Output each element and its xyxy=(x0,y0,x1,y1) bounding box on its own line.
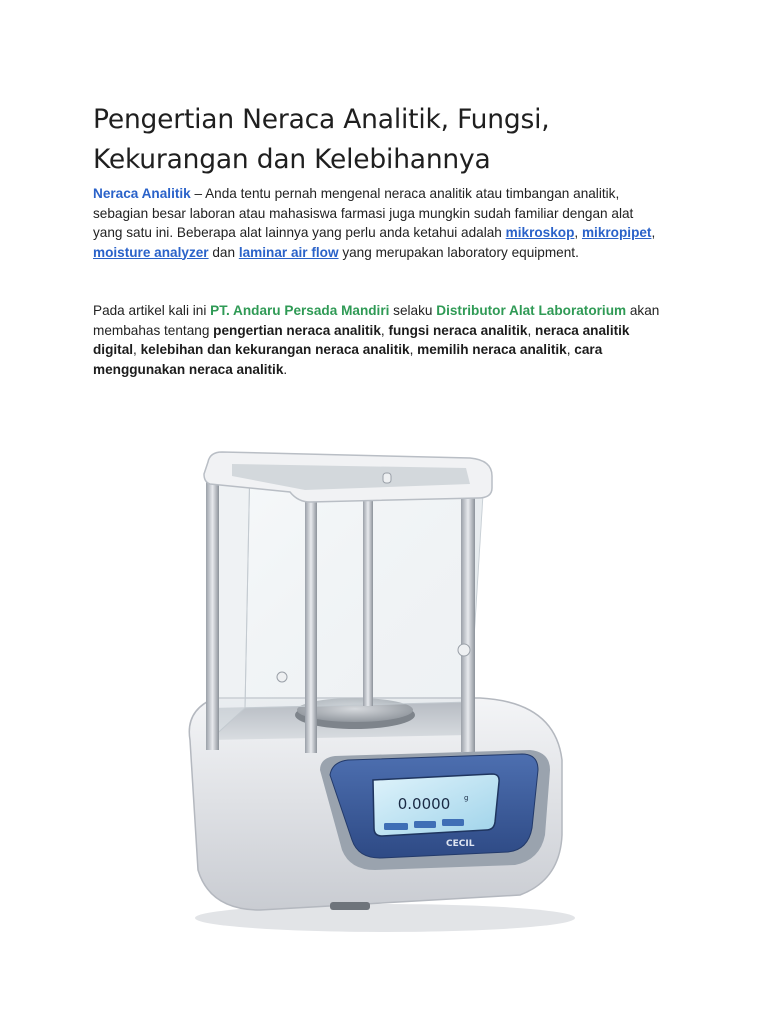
link-moisture-analyzer[interactable]: moisture analyzer xyxy=(93,244,209,260)
sep: , xyxy=(566,342,575,357)
sep: . xyxy=(283,361,288,377)
back-post xyxy=(363,466,373,706)
screen-button-right[interactable] xyxy=(442,819,464,826)
topic-fungsi: fungsi neraca analitik xyxy=(388,322,528,338)
door-knob-left xyxy=(277,672,287,682)
intro-text-end: yang merupakan laboratory equipment. xyxy=(338,244,579,260)
display-unit: g xyxy=(464,794,469,802)
title-line-2: Kekurangan dan Kelebihannya xyxy=(93,144,491,175)
overview-paragraph xyxy=(93,301,673,379)
screen-button-middle[interactable] xyxy=(414,821,436,828)
analytical-balance-illustration xyxy=(170,440,590,940)
sep: , xyxy=(133,342,141,357)
front-right-post xyxy=(461,492,475,752)
overview-text: Pada artikel kali ini xyxy=(93,303,211,318)
overview-text: selaku xyxy=(389,303,437,318)
article-title xyxy=(93,100,693,180)
intro-paragraph xyxy=(93,184,658,262)
topic-kelebihan-kekurangan: kelebihan dan kekurangan neraca analitik xyxy=(140,342,410,357)
brand-logo: CECIL xyxy=(446,839,475,849)
intro-text: – Anda tentu pernah mengenal neraca analitik atau timbangan analitik, sebagian besar laboran atau mahasiswa farmasi juga mungkin sudah familiar dengan alat yang satu ini. Beberapa alat lainnya yang perlu anda ketahui adalah xyxy=(93,186,634,240)
sep: , xyxy=(651,225,656,240)
title-line-1: Pengertian Neraca Analitik, Fungsi, xyxy=(93,104,550,135)
distributor-link[interactable]: Distributor Alat Laboratorium xyxy=(436,303,627,318)
sep: , xyxy=(574,225,582,240)
foot-front xyxy=(330,902,370,910)
door-knob-right xyxy=(458,644,470,656)
company-link[interactable]: PT. Andaru Persada Mandiri xyxy=(210,303,390,318)
topic-digital: neraca analitik digital xyxy=(93,322,630,357)
sep: , xyxy=(380,322,389,338)
sep: , xyxy=(527,322,536,338)
lead-term-link[interactable]: Neraca Analitik xyxy=(93,186,191,201)
topic-cara-menggunakan: cara menggunakan neraca analitik xyxy=(93,342,603,377)
front-middle-post xyxy=(305,498,317,753)
analytical-balance-image xyxy=(170,440,590,940)
sep: dan xyxy=(208,244,239,260)
link-laminar-air-flow[interactable]: laminar air flow xyxy=(238,244,339,260)
display-reading: 0.0000 xyxy=(397,795,451,813)
screen-button-left[interactable] xyxy=(384,823,408,830)
topic-pengertian: pengertian neraca analitik xyxy=(213,322,381,338)
link-mikroskop[interactable]: mikroskop xyxy=(505,225,575,240)
overview-text: akan membahas tentang xyxy=(93,303,660,338)
sep: , xyxy=(409,342,418,357)
front-left-post xyxy=(206,482,219,750)
link-mikropipet[interactable]: mikropipet xyxy=(581,225,652,240)
top-door-knob xyxy=(383,473,391,483)
topic-memilih: memilih neraca analitik xyxy=(417,342,567,357)
